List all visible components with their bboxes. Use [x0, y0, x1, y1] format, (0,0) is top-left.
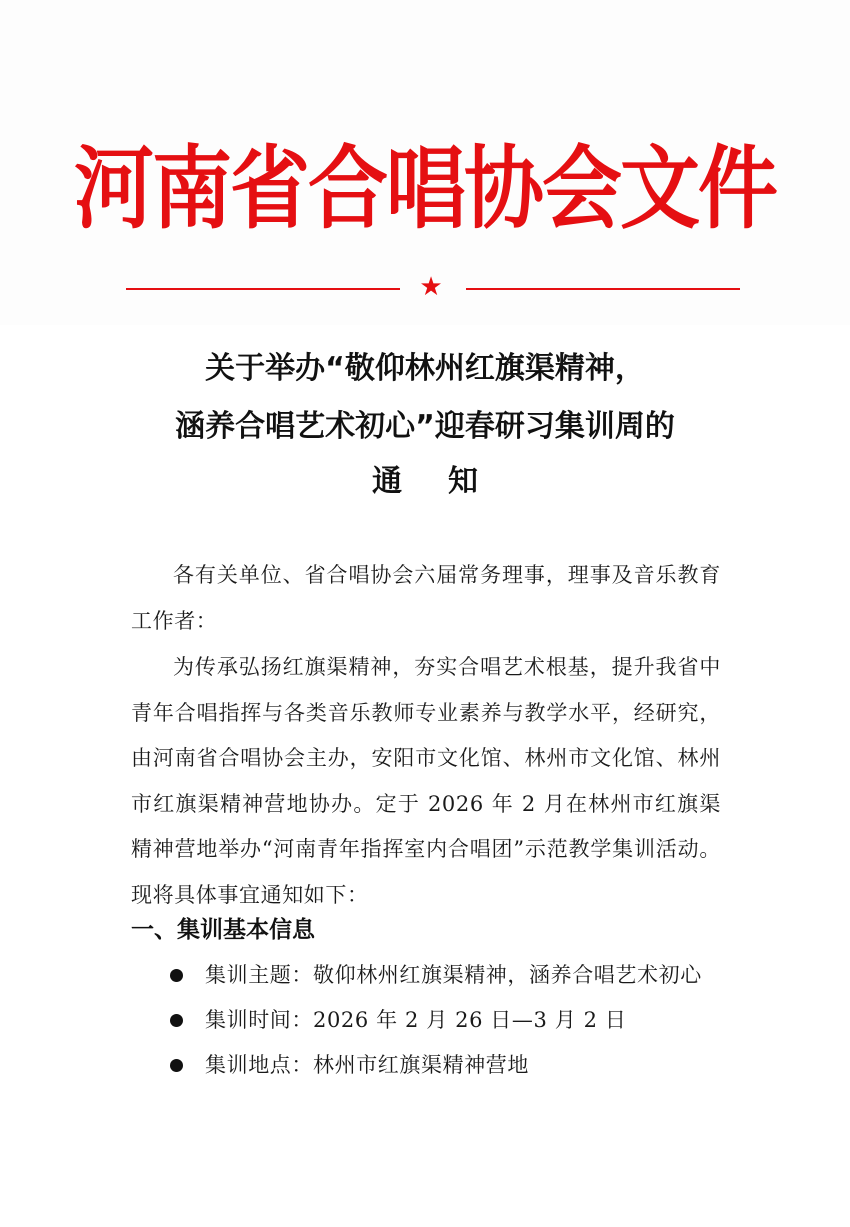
- bullet-dot-icon: [170, 969, 183, 982]
- info-bullet-list: [170, 953, 702, 1088]
- masthead-divider-right: [466, 288, 740, 290]
- main-paragraph-text: 为传承弘扬红旗渠精神，夯实合唱艺术根基，提升我省中青年合唱指挥与各类音乐教师专业素养与教学水平，经研究，由河南省合唱协会主办，安阳市文化馆、林州市文化馆、林州市红旗渠精神营地协办。定于 2026 年 2 月在林州市红旗渠精神营地举办“河南青年指挥室内合唱团”示范教学集训活动。现将具体事宜通知如下：: [131, 655, 721, 907]
- main-paragraph: [131, 645, 721, 918]
- list-item: [170, 1043, 702, 1088]
- bullet-dot-icon: [170, 1059, 183, 1072]
- notice-title-line-1: 关于举办“敬仰林州红旗渠精神，: [205, 351, 645, 386]
- salutation-text: 各有关单位、省合唱协会六届常务理事，理事及音乐教育工作者：: [131, 563, 721, 633]
- notice-title-line-2: 涵养合唱艺术初心”迎春研习集训周的: [175, 409, 675, 444]
- bullet-dot-icon: [170, 1014, 183, 1027]
- masthead-title: 河南省合唱协会文件: [74, 135, 776, 241]
- salutation: [131, 553, 721, 644]
- list-item-text: 集训时间：2026 年 2 月 26 日—3 月 2 日: [205, 1008, 627, 1032]
- list-item: [170, 998, 702, 1043]
- notice-title-line-3: 通知: [372, 464, 524, 499]
- section-heading: 一、集训基本信息: [131, 917, 315, 943]
- list-item-text: 集训主题：敬仰林州红旗渠精神，涵养合唱艺术初心: [205, 963, 702, 987]
- star-icon: ★: [419, 272, 443, 302]
- masthead-divider-left: [126, 288, 400, 290]
- list-item-text: 集训地点：林州市红旗渠精神营地: [205, 1053, 529, 1077]
- list-item: [170, 953, 702, 998]
